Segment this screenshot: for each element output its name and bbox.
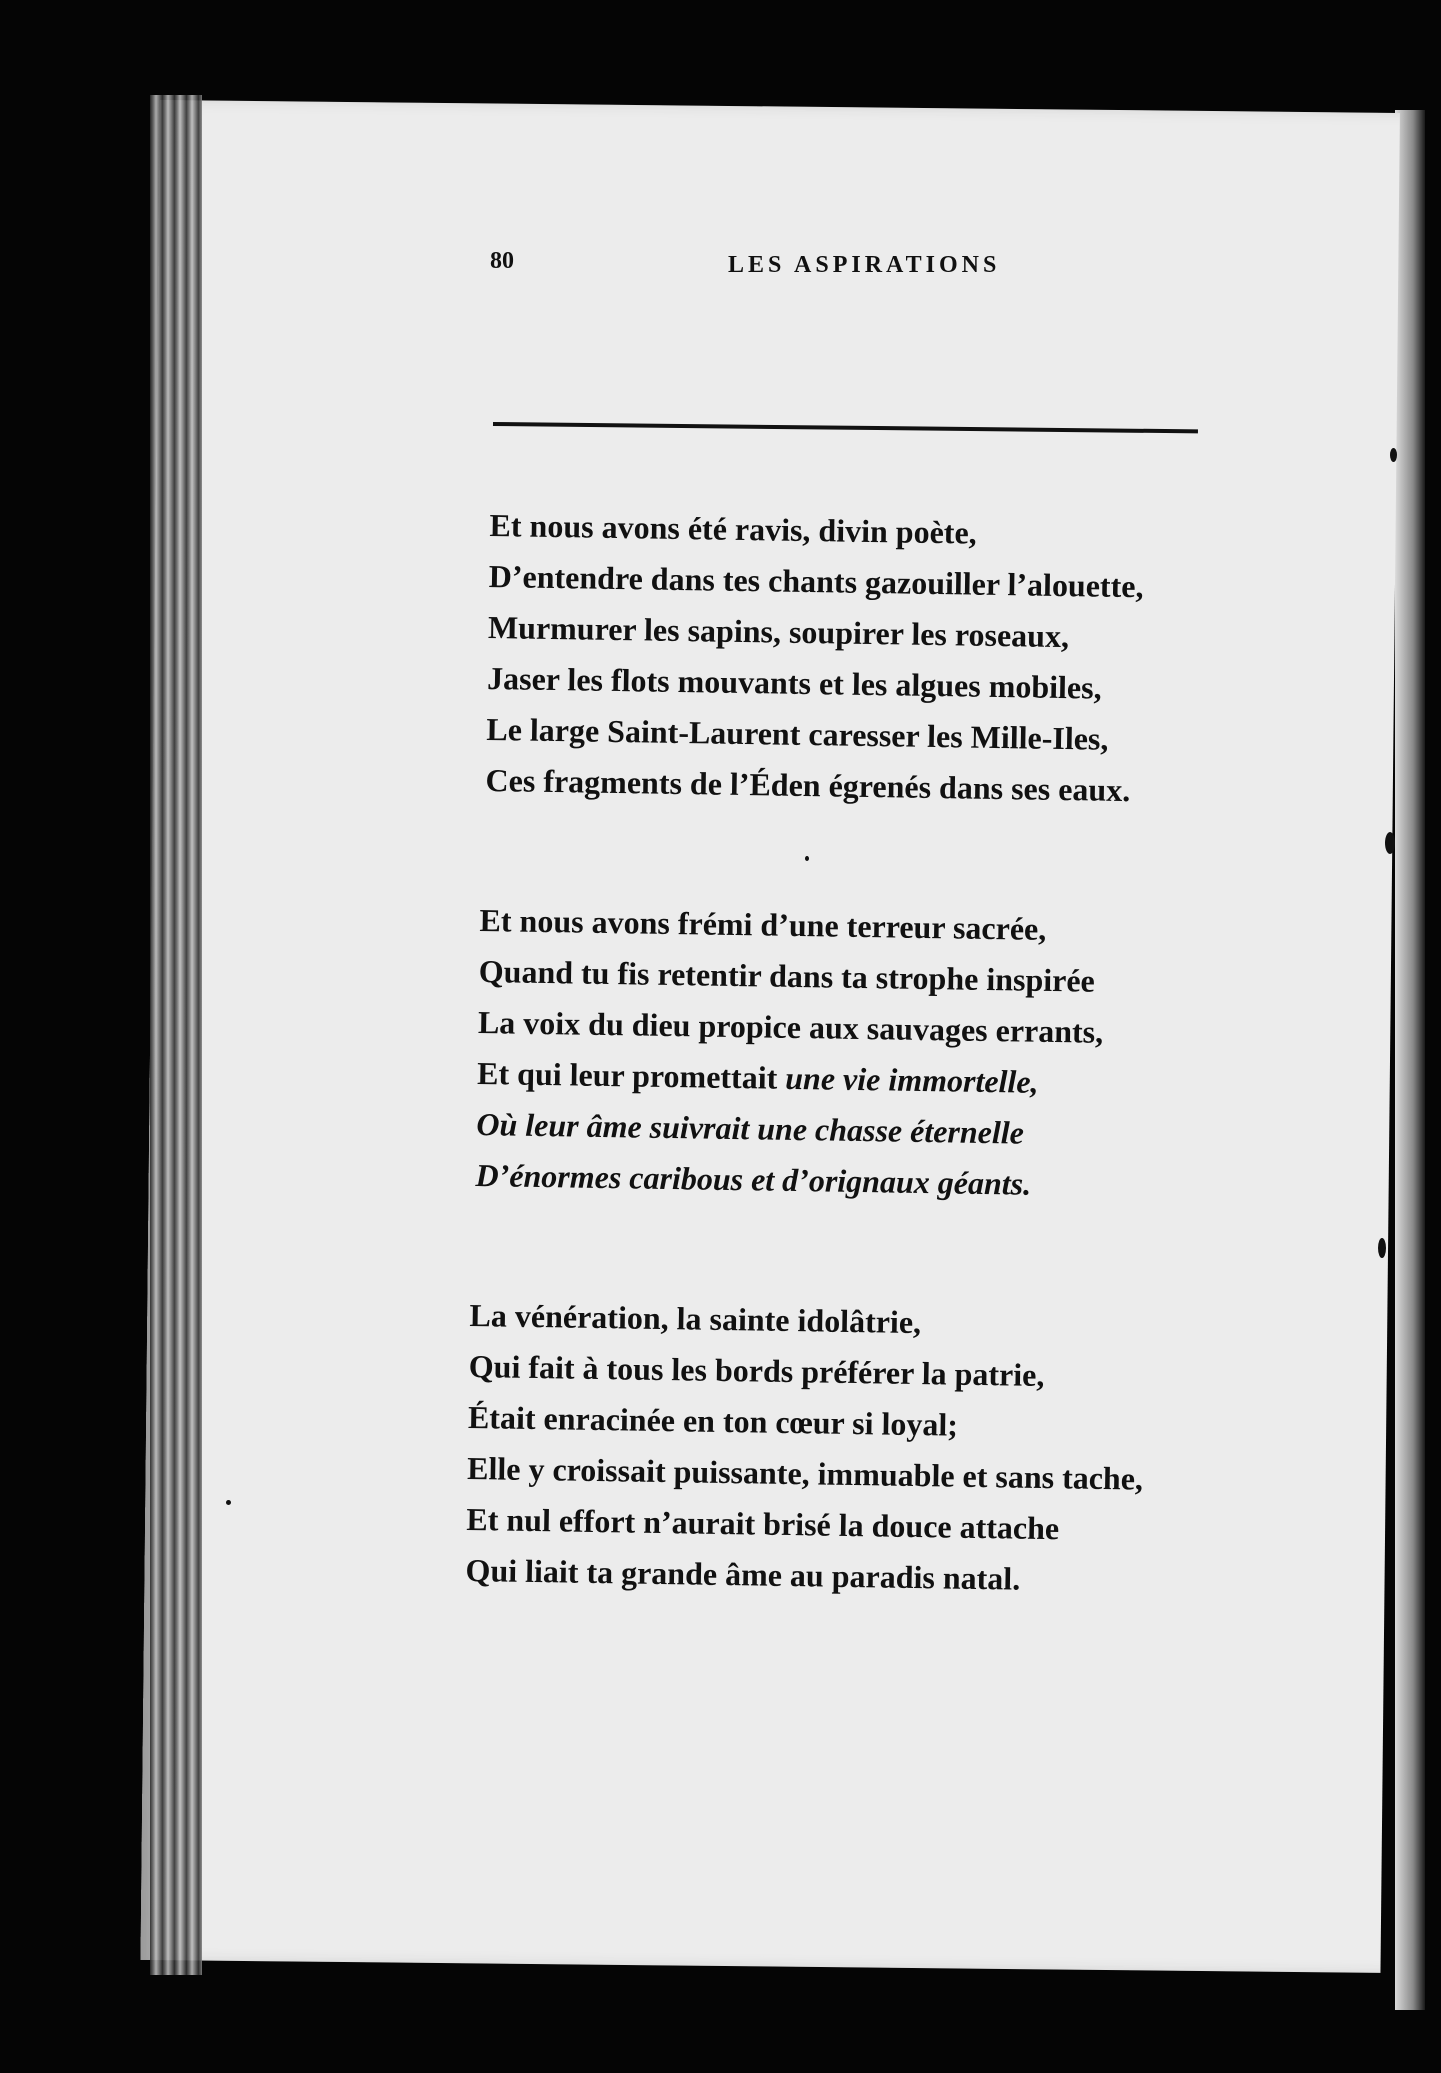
page-header [300, 248, 1200, 288]
verse-line: D’entendre dans tes chants gazouiller l’alouette, [488, 557, 1144, 605]
verse-line: Le large Saint-Laurent caresser les Mille-Iles, [486, 710, 1109, 757]
ink-speck [226, 1500, 231, 1505]
verse-line: Était enracinée en ton cœur si loyal; [467, 1398, 959, 1443]
adjacent-page-edge [1395, 110, 1425, 2010]
verse-line: Murmurer les sapins, soupirer les roseaux, [487, 608, 1070, 655]
stanza-1 [485, 500, 1144, 816]
ink-speck [1378, 1238, 1386, 1258]
book-binding [150, 95, 202, 1975]
verse-line: La vénération, la sainte idolâtrie, [469, 1296, 922, 1341]
verse-line: La voix du dieu propice aux sauvages errants, [477, 1003, 1104, 1050]
verse-line: Et nul effort n’aurait brisé la douce attache [466, 1500, 1060, 1547]
verse-line: Jaser les flots mouvants et les algues mobiles, [486, 659, 1102, 706]
verse-line-roman: Et qui leur promettait [476, 1054, 778, 1096]
verse-line: Qui fait à tous les bords préférer la patrie, [468, 1347, 1045, 1394]
verse-line: Ces fragments de l’Éden égrenés dans ses eaux. [485, 761, 1131, 809]
stanza-3 [465, 1290, 1146, 1607]
page-number: 80 [490, 248, 514, 274]
ink-speck [1385, 832, 1395, 854]
verse-line-italic: une vie immortelle, [785, 1059, 1039, 1100]
verse-line: Et nous avons été ravis, divin poète, [489, 506, 977, 551]
verse-line: Quand tu fis retentir dans ta strophe inspirée [478, 952, 1096, 999]
stanza-2 [475, 895, 1105, 1211]
ink-speck [805, 856, 809, 861]
verse-line-italic: D’énormes caribous et d’orignaux géants. [475, 1156, 1032, 1202]
verse-line: Qui liait ta grande âme au paradis natal. [465, 1551, 1021, 1597]
verse-line: Et nous avons frémi d’une terreur sacrée, [479, 901, 1047, 947]
running-title: LES ASPIRATIONS [728, 252, 1001, 278]
verse-line-italic: Où leur âme suivrait une chasse éternelle [476, 1105, 1025, 1151]
ink-speck [1390, 448, 1397, 462]
verse-line: Elle y croissait puissante, immuable et sans tache, [466, 1449, 1144, 1497]
